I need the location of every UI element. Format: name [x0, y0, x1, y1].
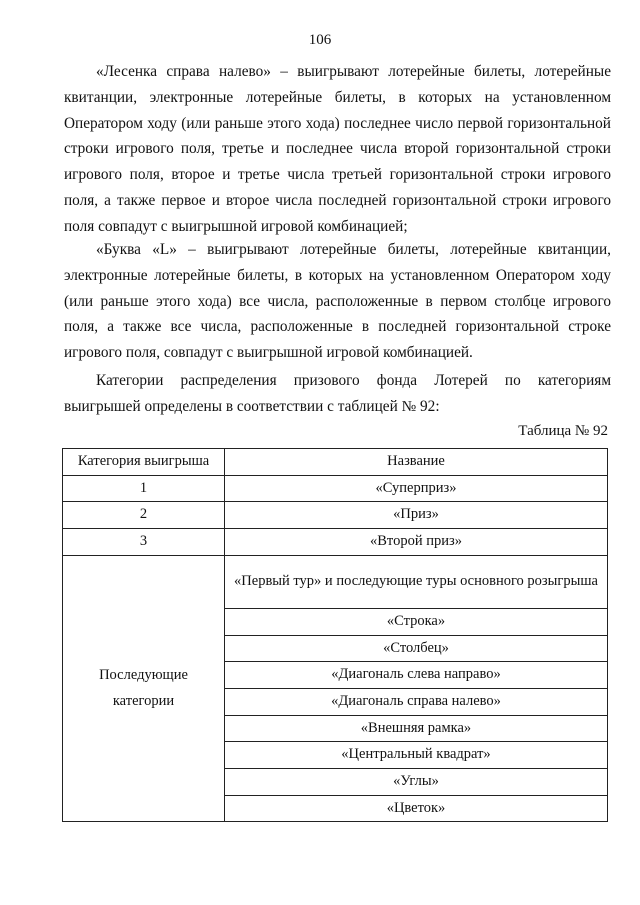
name-cell: «Центральный квадрат»	[225, 742, 608, 769]
category-cell: 1	[63, 475, 225, 502]
name-cell: «Внешняя рамка»	[225, 715, 608, 742]
name-cell: «Второй приз»	[225, 529, 608, 556]
table-row	[63, 529, 608, 556]
name-cell: «Первый тур» и последующие туры основного розыгрыша	[225, 555, 608, 608]
name-cell: «Столбец»	[225, 635, 608, 662]
table-row	[63, 475, 608, 502]
name-cell: «Углы»	[225, 769, 608, 796]
name-cell: «Приз»	[225, 502, 608, 529]
paragraph-ladder-right-to-left: «Лесенка справа налево» – выигрывают лотерейные билеты, лотерейные квитанции, электронные лотерейные билеты, в которых на установленном Оператором ходу (или раньше этого хода) последнее число первой горизонтальной строки игрового поля, третье и последнее числа второй горизонтальной строки игрового поля, второе и третье числа третьей горизонтальной строки игрового поля, а также первое и второе числа последней горизонтальной строки игрового поля совпадут с выигрышной игровой комбинацией;	[64, 63, 611, 235]
table-row	[63, 555, 608, 608]
table-header-row	[63, 449, 608, 476]
name-cell: «Диагональ слева направо»	[225, 662, 608, 689]
category-cell: 2	[63, 502, 225, 529]
table-caption: Таблица № 92	[518, 423, 608, 439]
paragraph-letter-l: «Буква «L» – выигрывают лотерейные билеты, лотерейные квитанции, электронные лотерейные билеты, в которых на установленном Оператором ходу (или раньше этого хода) все числа, расположенные в первом столбце игрового поля, а также все числа, расположенные в последней горизонтальной строке игрового поля, совпадут с выигрышной игровой комбинацией.	[64, 241, 611, 362]
category-cell: 3	[63, 529, 225, 556]
prize-categories-table	[62, 448, 608, 822]
column-header-category: Категория выигрыша	[63, 449, 225, 476]
column-header-name: Название	[225, 449, 608, 476]
name-cell: «Диагональ справа налево»	[225, 688, 608, 715]
paragraph-prize-categories: Категории распределения призового фонда Лотерей по категориям выигрышей определены в соответствии с таблицей № 92:	[64, 372, 611, 415]
name-cell: «Строка»	[225, 608, 608, 635]
page-number: 106	[308, 32, 332, 48]
name-cell: «Суперприз»	[225, 475, 608, 502]
subsequent-categories-cell: Последующие категории	[63, 555, 225, 822]
name-cell: «Цветок»	[225, 795, 608, 822]
table-row	[63, 502, 608, 529]
